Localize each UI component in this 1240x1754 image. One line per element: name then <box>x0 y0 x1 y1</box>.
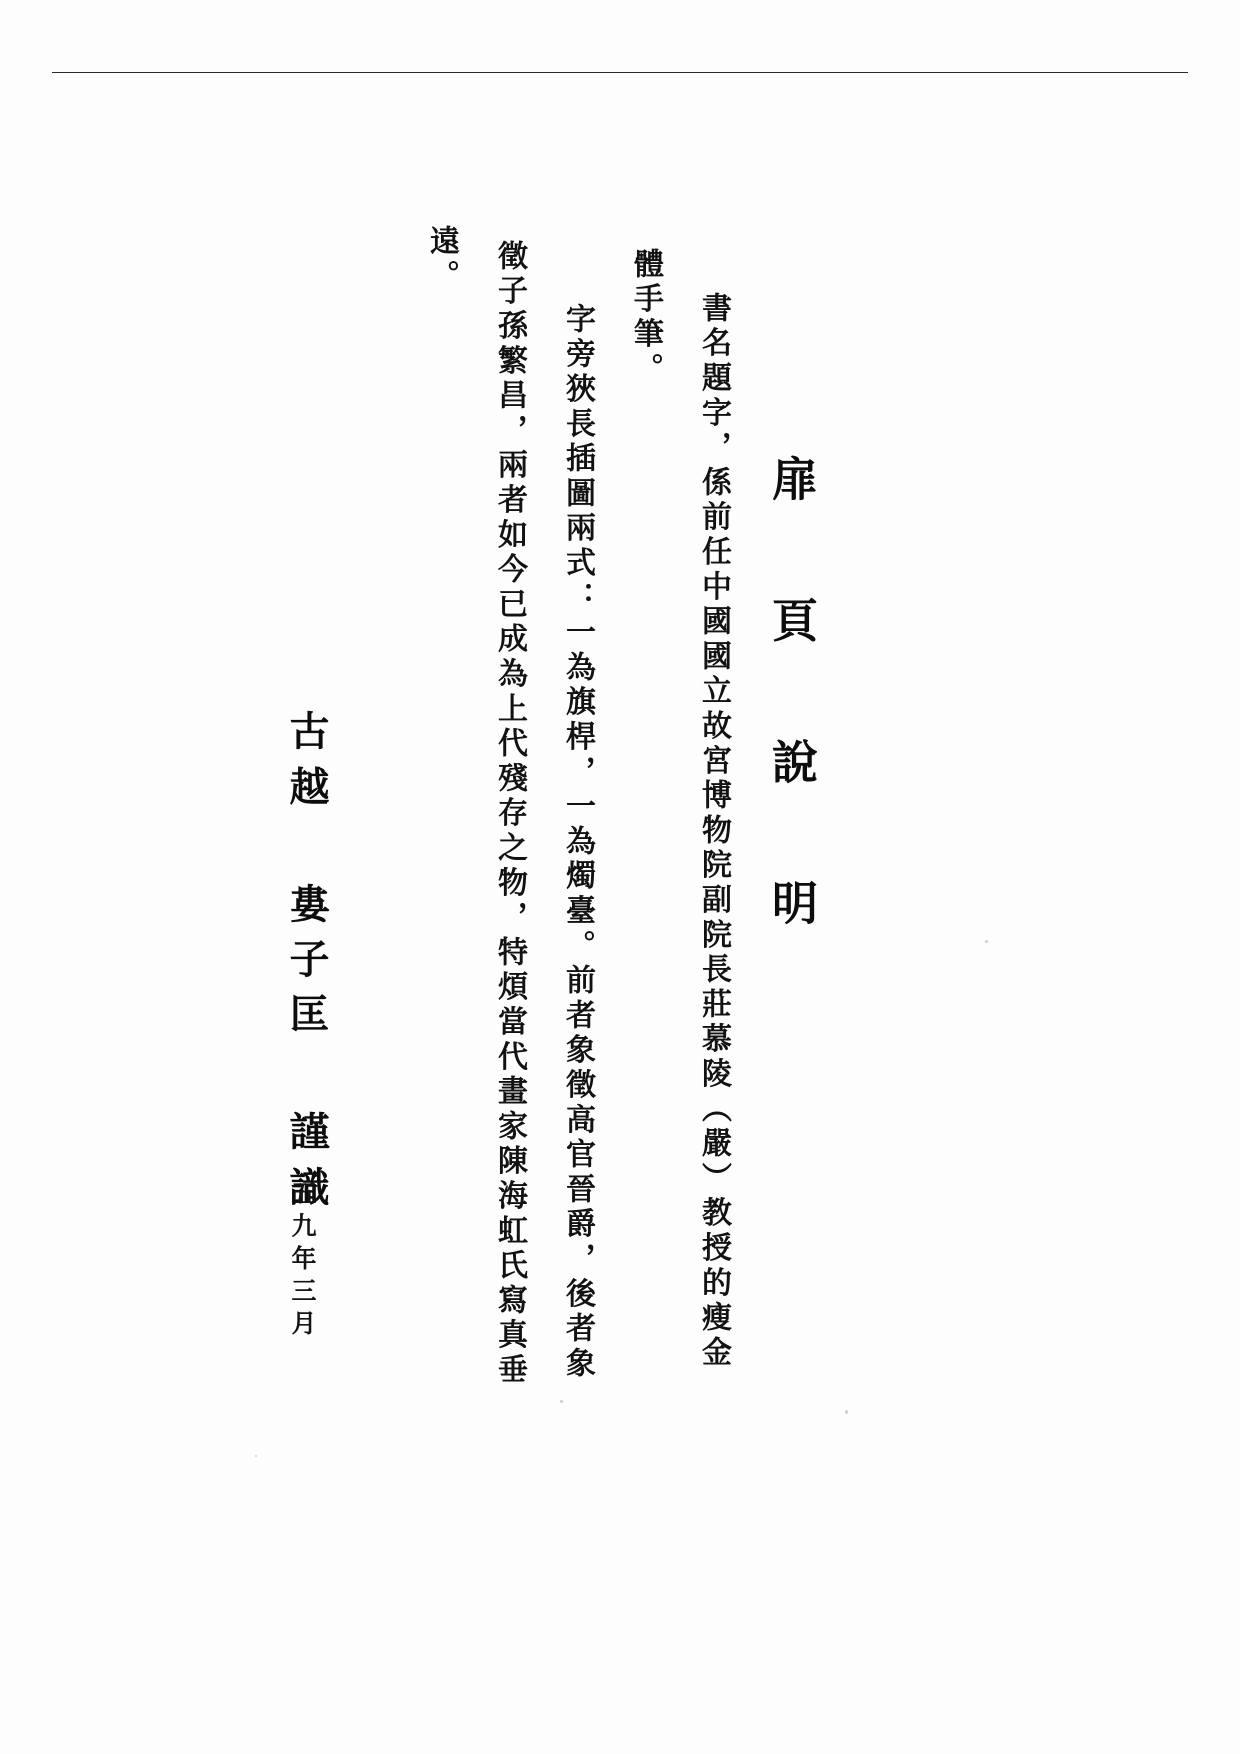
page-title: 扉 頁 說 明 <box>765 455 819 946</box>
scan-speckle <box>985 940 988 943</box>
body-column-1: 書名題字，係前任中國國立故宮博物院副院長莊慕陵（嚴）教授的瘦金 <box>696 292 731 1371</box>
body-column-5: 遠。 <box>424 225 459 295</box>
body-column-3: 字旁狹長插圖兩式：一為旗桿，一為燭臺。前者象徵高官晉爵，後者象 <box>560 303 595 1382</box>
scan-speckle <box>255 1455 257 1457</box>
body-column-4: 徵子孫繁昌，兩者如今已成為上代殘存之物，特煩當代畫家陳海虹氏寫真垂 <box>492 240 527 1389</box>
signature: 古越 婁子匡 謹識 <box>283 710 330 1221</box>
scan-speckle <box>560 1400 563 1403</box>
scan-speckle <box>845 1410 848 1414</box>
signature-date: 五九年三月 <box>288 1180 317 1343</box>
body-column-2: 體手筆。 <box>628 248 663 388</box>
